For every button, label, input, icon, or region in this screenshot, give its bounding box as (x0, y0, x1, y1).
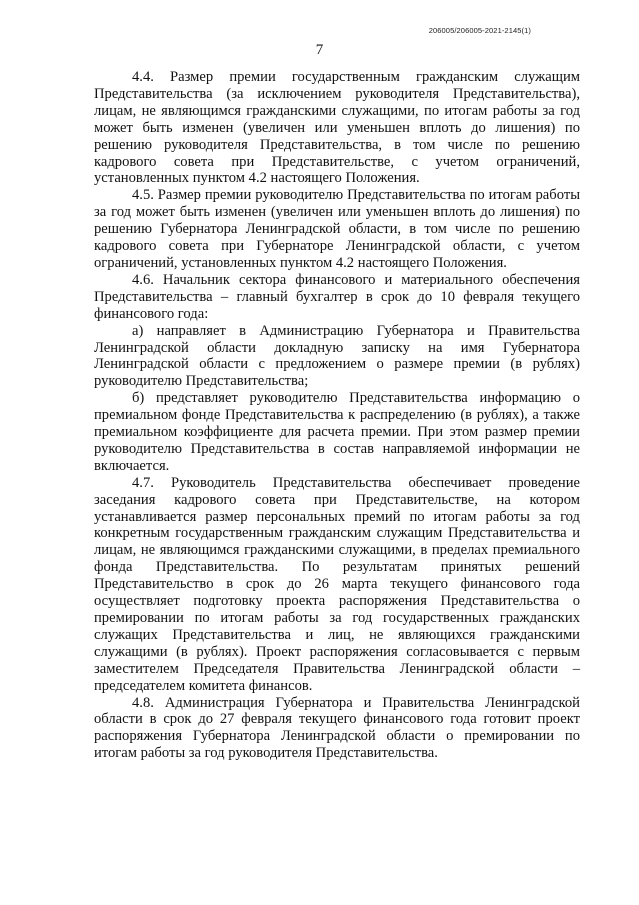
paragraph-4-6-a: а) направляет в Администрацию Губернатора и Правительства Ленинградской области докладную записку на имя Губернатора Ленинградской области с предложением о размере премии (в рублях) руководителю Представительства; (94, 322, 580, 390)
document-body (94, 69, 580, 762)
paragraph-4-5: 4.5. Размер премии руководителю Представительства по итогам работы за год может быть изменен (увеличен или уменьшен вплоть до лишения) по решению Губернатора Ленинградской области, в том числе по решению кадрового совета при Губернаторе Ленинградской области, с учетом ограничений, установленных пунктом 4.2 настоящего Положения. (94, 187, 580, 271)
paragraph-4-8: 4.8. Администрация Губернатора и Правительства Ленинградской области в срок до 27 февраля текущего финансового года готовит проект распоряжения Губернатора Ленинградской области о премировании по итогам работы за год руководителя Представительства. (94, 694, 580, 762)
document-id: 206005/206005-2021-2145(1) (428, 26, 531, 35)
paragraph-4-6-b: б) представляет руководителю Представительства информацию о премиальном фонде Представительства к распределению (в рублях), а также премиальном коэффициенте для расчета премии. При этом размер премии руководителю Представительства в состав направляемой информации не включается. (94, 390, 580, 474)
paragraph-4-7: 4.7. Руководитель Представительства обеспечивает проведение заседания кадрового совета при Представительстве, на котором устанавливается размер персональных премий по итогам работы за год конкретным государственным гражданским служащим Представительства и лицам, не являющимся гражданскими служащими, в пределах премиального фонда Представительства. По результатам принятых решений Представительство в срок до 26 марта текущего финансового года осуществляет подготовку проекта распоряжения Представительства о премировании по итогам работы за год государственных гражданских служащих Представительства и лиц, не являющихся гражданскими служащими (в рублях). Проект распоряжения согласовывается с первым заместителем Председателя Правительства Ленинградской области – председателем комитета финансов. (94, 474, 580, 694)
paragraph-4-4: 4.4. Размер премии государственным гражданским служащим Представительства (за исключением руководителя Представительства), лицам, не являющимся гражданскими служащими, по итогам работы за год может быть изменен (увеличен или уменьшен вплоть до лишения) по решению руководителя Представительства, в том числе по решению кадрового совета при Представительстве, с учетом ограничений, установленных пунктом 4.2 настоящего Положения. (94, 69, 580, 187)
paragraph-4-6: 4.6. Начальник сектора финансового и материального обеспечения Представительства – главный бухгалтер в срок до 10 февраля текущего финансового года: (94, 271, 580, 322)
page-number: 7 (315, 42, 324, 58)
